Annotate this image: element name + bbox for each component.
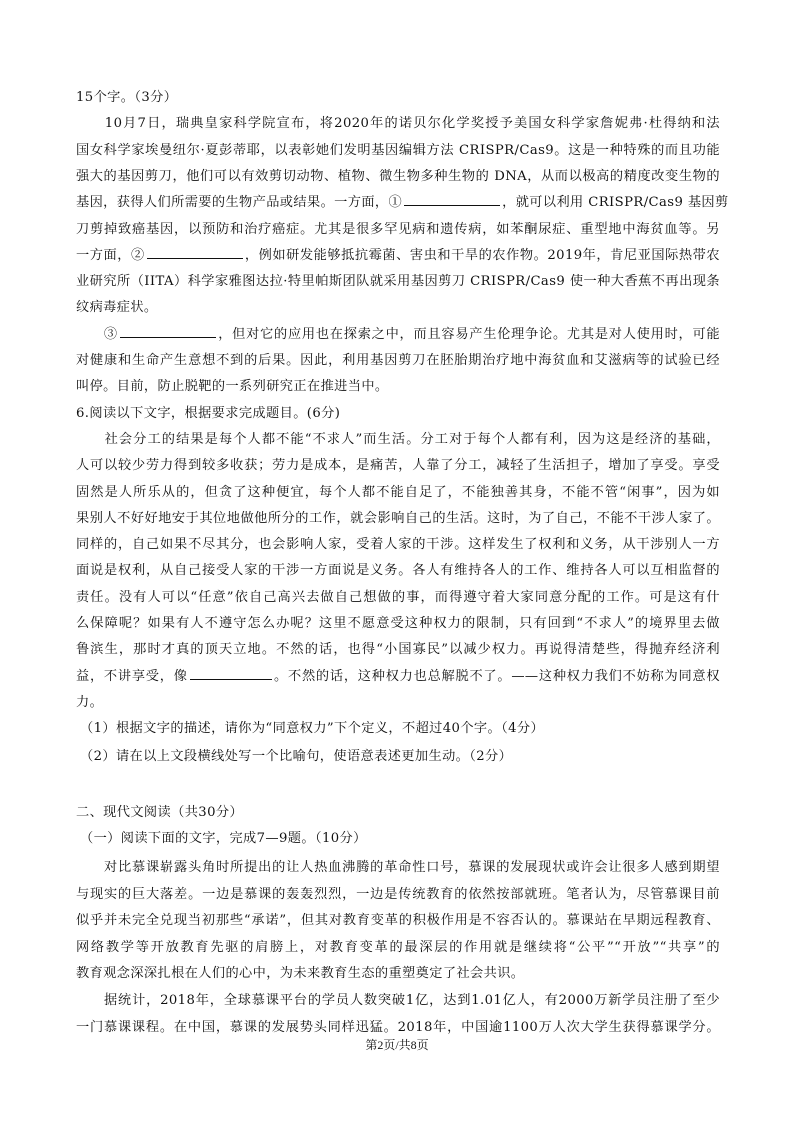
answer-blank xyxy=(404,191,500,206)
text-line xyxy=(76,856,720,875)
text-segment: 同样的，自己如果不尽其分，也会影响人家，受着人家的干涉。这样发生了权利和义务，从干涉别人一方 xyxy=(76,537,720,553)
text-segment: 一门慕课课程。在中国，慕课的发展势头同样迅猛。2018年，中国逾1100万人次大学生获得慕课学分。 xyxy=(76,1019,720,1035)
text-segment: 国女科学家埃曼纽尔·夏彭蒂耶，以表彰她们发明基因编辑方法 CRISPR/Cas9。这是一种特殊的而且功能 xyxy=(76,142,720,158)
text-segment: 固然是人所乐从的，但贪了这种便宜，每个人都不能自足了，不能独善其身，不能不管“闲事”，因为如 xyxy=(76,484,720,500)
question-2: （2）请在以上文段横线处写一个比喻句，使语意表述更加生动。（2分） xyxy=(80,749,513,764)
text-line xyxy=(76,428,720,447)
text-segment: 人可以较少劳力得到较多收获；劳力是成本，是痛苦，人靠了分工，减轻了生活担子，增加了享受。享受 xyxy=(76,458,720,474)
text-segment: 力。 xyxy=(76,694,104,710)
text-segment: 15个字。（3分） xyxy=(76,90,178,105)
text-line xyxy=(76,296,720,315)
text-line xyxy=(76,691,720,710)
text-segment: 责任。没有人可以“任意”依自己高兴去做自己想做的事，而得遵守着大家同意分配的工作。可是这有什 xyxy=(76,589,720,605)
question-1: （1）根据文字的描述，请你为“同意权力”下个定义，不超过40个字。（4分） xyxy=(80,721,545,736)
text-line xyxy=(76,402,720,421)
text-segment: 。不然的话，这种权力也总解脱不了。——这种权力我们不妨称为同意权 xyxy=(273,668,720,684)
text-segment: 强大的基因剪刀，他们可以有效剪切动物、植物、微生物多种生物的 DNA，从而以极高的精度改变生物的 xyxy=(76,168,720,184)
text-segment: ，就可以利用 CRISPR/Cas9 基因剪 xyxy=(502,195,729,211)
page-footer: 第2页/共8页 xyxy=(365,1038,429,1052)
text-segment: 基因，获得人们所需要的生物产品或结果。一方面，① xyxy=(76,195,403,211)
text-line xyxy=(76,533,720,552)
text-line xyxy=(76,936,720,955)
text-segment: ，例如研发能够抵抗霉菌、害虫和干旱的农作物。2019年，肯尼亚国际热带农 xyxy=(244,247,720,263)
text-segment: 叫停。目前，防止脱靶的一系列研究正在推进当中。 xyxy=(76,379,389,395)
text-line xyxy=(76,638,720,657)
text-line xyxy=(76,112,720,131)
text-segment: 面说是权利，从自己接受人家的干涉一方面说是义务。各人有维持各人的工作、维持各人可以互相监督的 xyxy=(76,563,720,579)
text-segment: 业研究所（IITA）科学家雅图达拉·特里帕斯团队就采用基因剪刀 CRISPR/Cas9 使一种大香蕉不再出现条 xyxy=(76,274,720,290)
text-segment: 与现实的巨大落差。一边是慕课的轰轰烈烈，一边是传统教育的依然按部就班。笔者认为，尽管慕课目前 xyxy=(76,886,720,902)
text-line xyxy=(76,165,720,184)
text-line xyxy=(76,270,720,289)
answer-blank xyxy=(190,665,272,680)
text-line xyxy=(76,989,720,1008)
text-segment: 网络教学等开放教育先驱的肩膀上，对教育变革的最深层的作用就是继续将“公平”“开放”“共享”的 xyxy=(76,939,720,955)
text-line xyxy=(76,323,720,342)
sub-title: （一）阅读下面的文字，完成7—9题。（10分） xyxy=(80,831,367,846)
text-segment: 6.阅读以下文字，根据要求完成题目。(6分) xyxy=(76,405,341,421)
text-line xyxy=(76,586,720,605)
text-line xyxy=(76,665,720,684)
text-segment: 教育观念深深扎根在人们的心中，为未来教育生态的重塑奠定了社会共识。 xyxy=(76,966,525,982)
text-line xyxy=(76,86,720,105)
text-segment: 纹病毒症状。 xyxy=(76,300,158,316)
text-line xyxy=(76,349,720,368)
answer-blank xyxy=(120,323,216,338)
text-line xyxy=(76,1016,720,1035)
text-segment: 益，不讲享受，像 xyxy=(76,668,188,684)
text-segment: 10月7日，瑞典皇家科学院宣布，将2020年的诺贝尔化学奖授予美国女科学家詹妮弗·杜得纳和法 xyxy=(76,116,720,132)
text-line xyxy=(76,139,720,158)
text-segment: 刀剪掉致癌基因，以预防和治疗癌症。尤其是很多罕见病和遗传病，如苯酮尿症、重型地中海贫血等。另 xyxy=(76,221,720,237)
text-segment: 对健康和生命产生意想不到的后果。因此，利用基因剪刀在胚胎期治疗地中海贫血和艾滋病等的试验已经 xyxy=(76,353,720,368)
text-segment: 似乎并未完全兑现当初那些“承诺”，但其对教育变革的积极作用是不容否认的。慕课站在早期远程教育、 xyxy=(76,913,720,929)
answer-blank xyxy=(147,244,243,259)
text-segment: 据统计，2018年，全球慕课平台的学员人数突破1亿，达到1.01亿人，有2000万新学员注册了至少 xyxy=(76,993,720,1008)
text-line xyxy=(76,375,720,394)
text-line xyxy=(76,612,720,631)
text-segment: 一方面，② xyxy=(76,247,145,263)
text-segment: 社会分工的结果是每个人都不能“不求人”而生活。分工对于每个人都有利，因为这是经济的基础， xyxy=(76,431,720,447)
text-segment: 鲁滨生，那时才真的顶天立地。不然的话，也得“小国寡民”以减少权力。再说得清楚些，得抛弃经济利 xyxy=(76,642,720,658)
text-segment: 么保障呢？如果有人不遵守怎么办呢？这里不愿意受这种权力的限制，只有回到“不求人”的境界里去做 xyxy=(76,616,720,631)
text-line xyxy=(76,507,720,526)
text-line xyxy=(76,559,720,578)
text-segment: ，但对它的应用也在探索之中，而且容易产生伦理争论。尤其是对人使用时，可能 xyxy=(217,326,721,342)
text-line xyxy=(76,962,720,981)
text-line xyxy=(76,481,720,500)
text-line xyxy=(76,191,729,211)
text-line xyxy=(76,244,720,263)
section-title: 二、现代文阅读（共30分） xyxy=(76,805,244,820)
text-segment: ③ xyxy=(76,326,118,342)
text-line xyxy=(76,883,720,902)
text-line xyxy=(76,909,720,928)
text-segment: 果别人不好好地安于其位地做他所分的工作，就会影响自己的生活。这时，为了自己，不能不干涉人家了。 xyxy=(76,510,720,526)
text-line xyxy=(76,218,720,237)
text-line xyxy=(76,454,720,473)
text-segment: 对比慕课崭露头角时所提出的让人热血沸腾的革命性口号，慕课的发展现状或许会让很多人感到期望 xyxy=(76,860,720,875)
